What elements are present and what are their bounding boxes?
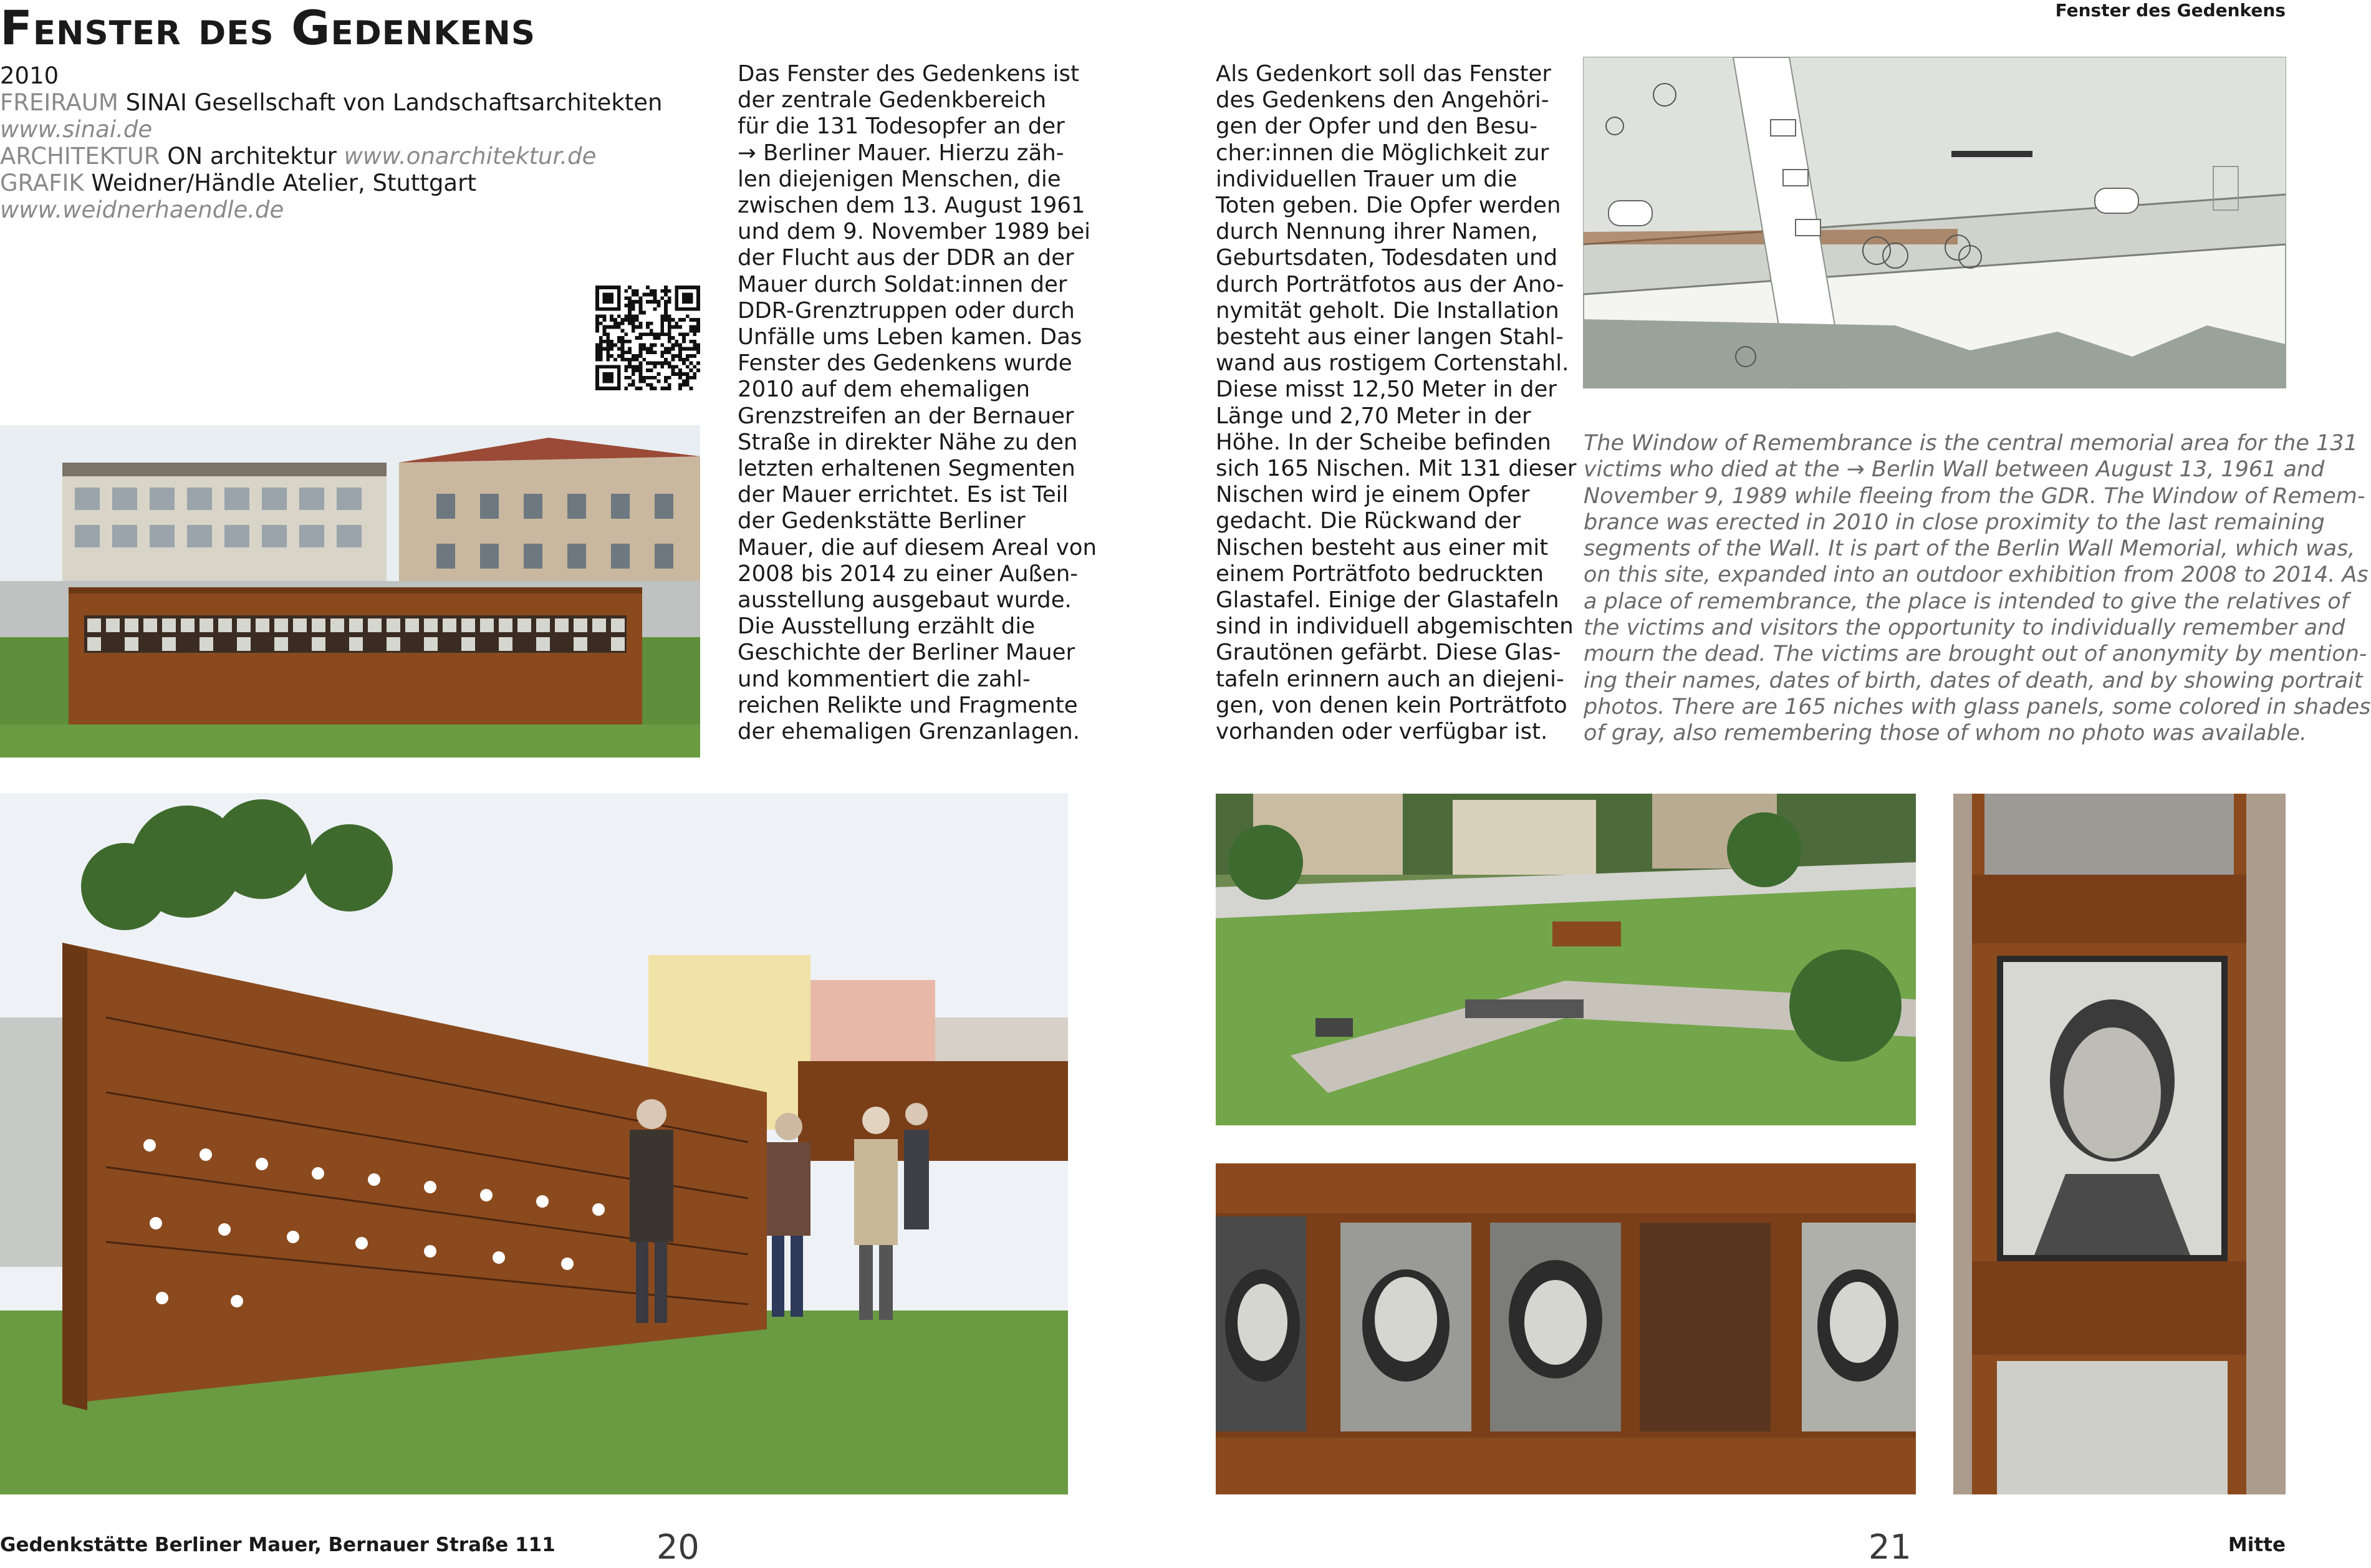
grafik-url[interactable]: www.weidnerhaendle.de	[0, 196, 284, 223]
freiraum-label: FREIRAUM	[0, 89, 118, 116]
page-title: Fenster des Gedenkens	[0, 0, 536, 55]
freiraum-value: SINAI Gesellschaft von Landschaftsarchitekten	[125, 89, 663, 116]
grafik-value: Weidner/Händle Atelier, Stuttgart	[91, 170, 476, 196]
photo-portrait-niches	[1216, 1163, 1916, 1494]
credits-architektur	[0, 143, 698, 170]
german-text-column-1: Das Fenster des Gedenkens ist der zentrale Gedenkbereich für die 131 Todesopfer an der → Berliner Mauer. Hierzu zäh- len diejenigen Menschen, die zwischen dem 13. August 1961 und dem 9. November 1989 bei der Flucht aus der DDR an der Mauer durch Soldat:innen der DDR-Grenztruppen oder durch Unfälle ums Leben kamen. Das Fenster des Gedenkens wurde 2010 auf dem ehemaligen Grenzstreifen an der Bernauer Straße in direkter Nähe zu den letzten erhaltenen Segmenten der Mauer errichtet. Es ist Teil der Gedenkstätte Berliner Mauer, die auf diesem Areal von 2008 bis 2014 zu einer Außen- ausstellung ausgebaut wurde. Die Ausstellung erzählt die Geschichte der Berliner Mauer und kommentiert die zahl- reichen Relikte und Fragmente der ehemaligen Grenzanlagen.	[738, 61, 1097, 745]
freiraum-url[interactable]: www.sinai.de	[0, 116, 153, 143]
photo-wall-front	[0, 425, 700, 758]
qr-code-icon[interactable]	[595, 286, 700, 390]
photo-single-portrait	[1953, 794, 2286, 1494]
page-number-left: 20	[656, 1527, 700, 1567]
german-text-column-2: Als Gedenkort soll das Fenster des Gedenkens den Angehöri- gen der Opfer und den Besu- cher:innen die Möglichkeit zur individuellen Trauer um die Toten geben. Die Opfer werden durch Nennung ihrer Namen, Geburtsdaten, Todesdaten und durch Porträtfotos aus der Ano- nymität geholt. Die Installation besteht aus einer langen Stahl- wand aus rostigem Cortenstahl. Diese misst 12,50 Meter in der Länge und 2,70 Meter in der Höhe. In der Scheibe befinden sich 165 Nischen. Mit 131 dieser Nischen wird je einem Opfer gedacht. Die Rückwand der Nischen besteht aus einer mit einem Porträtfoto bedruckten Glastafel. Einige der Glastafeln sind in individuell abgemischten Grautönen gefärbt. Diese Glas- tafeln erinnern auch an diejeni- gen, von denen kein Porträtfoto vorhanden oder verfügbar ist.	[1216, 61, 1577, 745]
credits-grafik	[0, 170, 698, 223]
credits-block	[0, 62, 698, 223]
footer-district: Mitte	[2228, 1534, 2286, 1556]
architektur-value: ON architektur	[167, 143, 337, 170]
credits-year: 2010	[0, 62, 59, 89]
grafik-label: GRAFIK	[0, 170, 84, 196]
architektur-url[interactable]: www.onarchitektur.de	[344, 143, 597, 170]
architektur-label: ARCHITEKTUR	[0, 143, 160, 170]
page-number-right: 21	[1868, 1527, 1912, 1567]
photo-visitors-at-wall	[0, 793, 1068, 1494]
photo-aerial-view	[1216, 794, 1916, 1125]
english-text: The Window of Remembrance is the central memorial area for the 131 victims who died at the → Berlin Wall between August 13, 1961 and November 9, 1989 while fleeing from the GDR. The Window of Remem- brance was erected in 2010 in close proximity to the last remaining segments of the Wall. It is part of the Berlin Wall Memorial, which was, on this site, expanded into an outdoor exhibition from 2008 to 2014. As a place of remembrance, the place is intended to give the relatives of the victims and visitors the opportunity to individually remember and mourn the dead. The victims are brought out of anonymity by mention- ing their names, dates of birth, dates of death, and by showing portrait photos. There are 165 niches with glass panels, some colored in shades of gray, also remembering those of whom no photo was available.	[1584, 431, 2371, 746]
running-head: Fenster des Gedenkens	[2055, 0, 2286, 21]
site-plan-diagram	[1584, 57, 2286, 388]
footer-location: Gedenkstätte Berliner Mauer, Bernauer Straße 111	[0, 1534, 555, 1556]
credits-freiraum	[0, 89, 698, 116]
